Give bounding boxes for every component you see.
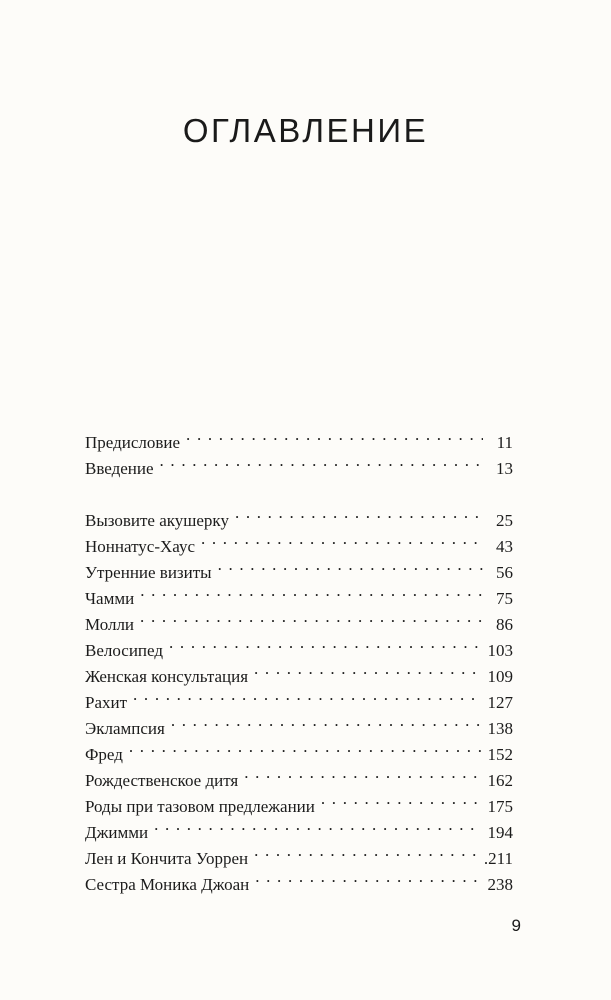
toc-entry-title: Введение <box>85 459 154 478</box>
toc-entry[interactable] <box>85 500 513 530</box>
toc-dot-leader <box>133 682 481 708</box>
toc-dot-leader <box>254 656 481 682</box>
toc-entry-title: Женская консультация <box>85 667 249 686</box>
toc-dot-leader <box>186 422 483 448</box>
toc-entry[interactable] <box>85 604 513 634</box>
toc-entry-page: 11 <box>496 433 513 452</box>
toc-entry-page: 43 <box>496 537 513 556</box>
toc-dot-leader <box>129 734 482 760</box>
toc-entry-page: 175 <box>487 797 513 816</box>
toc-entry-page: 13 <box>496 459 513 478</box>
toc-entry-title: Ноннатус-Хаус <box>85 537 195 556</box>
toc-entry-page: 127 <box>487 693 513 712</box>
toc-dot-leader <box>235 500 483 526</box>
toc-entry-title: Предисловие <box>85 433 181 452</box>
toc-dot-leader <box>244 760 481 786</box>
toc-entry-page: 109 <box>487 667 513 686</box>
toc-dot-leader <box>321 786 482 812</box>
toc-dot-leader <box>171 708 482 734</box>
toc-entry[interactable] <box>85 734 513 764</box>
toc-entry[interactable] <box>85 578 513 608</box>
toc-entry-title: Джимми <box>85 823 149 842</box>
toc-dot-leader <box>201 526 483 552</box>
toc-entry-title: Молли <box>85 615 135 634</box>
toc-dot-leader <box>160 448 483 474</box>
toc-group-front-matter <box>85 422 513 478</box>
toc-dot-leader <box>169 630 481 656</box>
toc-dot-leader <box>218 552 483 578</box>
toc-entry-page: 162 <box>487 771 513 790</box>
toc-dot-leader <box>140 578 483 604</box>
toc-entry[interactable] <box>85 760 513 790</box>
toc-dot-leader <box>154 812 481 838</box>
toc-entry-title: Лен и Кончита Уоррен <box>85 849 249 868</box>
toc-entry-page: 75 <box>496 589 513 608</box>
toc-dot-leader <box>254 838 478 864</box>
toc-entry-title: Сестра Моника Джоан <box>85 875 250 894</box>
table-of-contents <box>85 422 513 894</box>
toc-entry-title: Эклампсия <box>85 719 165 738</box>
toc-entry-page: 86 <box>496 615 513 634</box>
toc-entry-page: 152 <box>487 745 513 764</box>
toc-group-chapters <box>85 500 513 894</box>
toc-entry-page: .211 <box>483 849 513 868</box>
toc-entry[interactable] <box>85 422 513 452</box>
page-number: 9 <box>511 916 521 935</box>
toc-entry-title: Фред <box>85 745 123 764</box>
toc-entry-title: Утренние визиты <box>85 563 212 582</box>
toc-entry-page: 138 <box>487 719 513 738</box>
toc-dot-leader <box>140 604 483 630</box>
toc-entry-page: 56 <box>496 563 513 582</box>
toc-entry-title: Рождественское дитя <box>85 771 239 790</box>
toc-entry-title: Роды при тазовом предлежании <box>85 797 315 816</box>
toc-entry[interactable] <box>85 630 513 660</box>
page-title: ОГЛАВЛЕНИЕ <box>182 112 429 149</box>
toc-entry-page: 25 <box>496 511 513 530</box>
toc-entry-title: Рахит <box>85 693 128 712</box>
toc-entry[interactable] <box>85 708 513 738</box>
toc-entry-title: Чамми <box>85 589 135 608</box>
toc-entry-page: 103 <box>487 641 513 660</box>
toc-entry-title: Велосипед <box>85 641 164 660</box>
toc-entry[interactable] <box>85 682 513 712</box>
toc-entry-title: Вызовите акушерку <box>85 511 229 530</box>
toc-entry-page: 238 <box>487 875 513 894</box>
toc-dot-leader <box>255 864 481 890</box>
toc-entry-page: 194 <box>487 823 513 842</box>
